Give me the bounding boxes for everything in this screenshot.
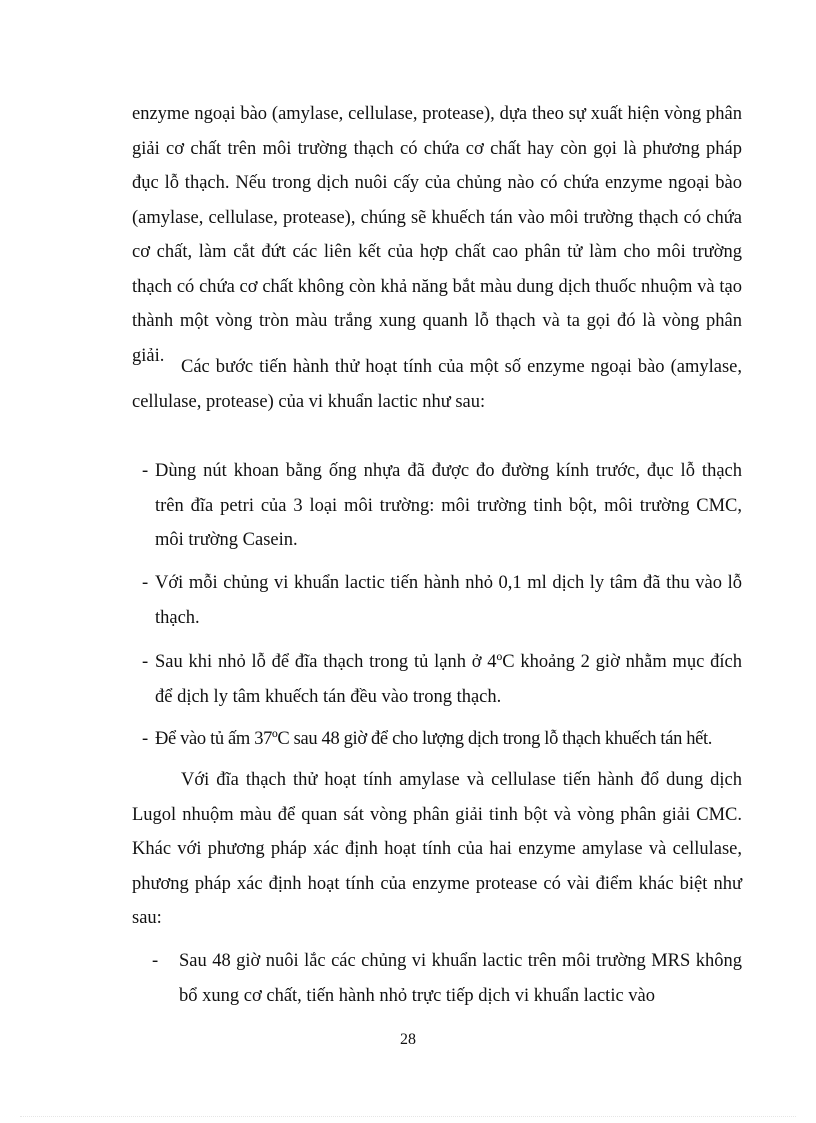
list-item-text: Với mỗi chủng vi khuẩn lactic tiến hành nhỏ 0,1 ml dịch ly tâm đã thu vào lỗ thạch. xyxy=(155,573,742,628)
list-item xyxy=(132,944,742,1013)
bullet-dash: - xyxy=(142,461,149,481)
bullet-dash: - xyxy=(152,951,159,971)
paragraph-intro: enzyme ngoại bào (amylase, cellulase, protease), dựa theo sự xuất hiện vòng phân giải cơ chất trên môi trường thạch có chứa cơ chất hay còn gọi là phương pháp đục lỗ thạch. Nếu trong dịch nuôi cấy của chủng nào có chứa enzyme ngoại bào (amylase, cellulase, protease), chúng sẽ khuếch tán vào môi trường thạch có chứa cơ chất, làm cắt đứt các liên kết của hợp chất cao phân tử làm cho môi trường thạch có chứa cơ chất không còn khả năng bắt màu dung dịch thuốc nhuộm và tạo thành một vòng tròn màu trắng xung quanh lỗ thạch và ta gọi đó là vòng phân giải. xyxy=(132,104,742,366)
page-bottom-border xyxy=(20,1116,796,1117)
paragraph-steps-intro: Các bước tiến hành thử hoạt tính của một số enzyme ngoại bào (amylase, cellulase, protease) của vi khuẩn lactic như sau: xyxy=(132,357,742,412)
list-item-text: Để vào tủ ấm 37ºC sau 48 giờ để cho lượng dịch trong lỗ thạch khuếch tán hết. xyxy=(155,729,713,749)
list-item-text: Sau khi nhỏ lỗ để đĩa thạch trong tủ lạnh ở 4ºC khoảng 2 giờ nhằm mục đích để dịch ly tâm khuếch tán đều vào trong thạch. xyxy=(155,652,742,707)
bullet-dash: - xyxy=(142,652,149,672)
bullet-dash: - xyxy=(142,729,149,749)
page-number: 28 xyxy=(400,1031,416,1048)
list-item xyxy=(132,566,742,635)
list-item-text: Dùng nút khoan bằng ống nhựa đã được đo đường kính trước, đục lỗ thạch trên đĩa petri của 3 loại môi trường: môi trường tinh bột, môi trường CMC, môi trường Casein. xyxy=(155,461,742,550)
list-item xyxy=(132,454,742,558)
bullet-dash: - xyxy=(142,573,149,593)
list-item xyxy=(132,645,742,714)
list-item-text: Sau 48 giờ nuôi lắc các chủng vi khuẩn lactic trên môi trường MRS không bổ xung cơ chất, tiến hành nhỏ trực tiếp dịch vi khuẩn lactic vào xyxy=(179,951,742,1006)
paragraph-lugol: Với đĩa thạch thử hoạt tính amylase và cellulase tiến hành đổ dung dịch Lugol nhuộm màu để quan sát vòng phân giải tinh bột và vòng phân giải CMC. Khác với phương pháp xác định hoạt tính của hai enzyme amylase và cellulase, phương pháp xác định hoạt tính của enzyme protease có vài điểm khác biệt như sau: xyxy=(132,770,742,928)
list-item xyxy=(132,722,742,757)
